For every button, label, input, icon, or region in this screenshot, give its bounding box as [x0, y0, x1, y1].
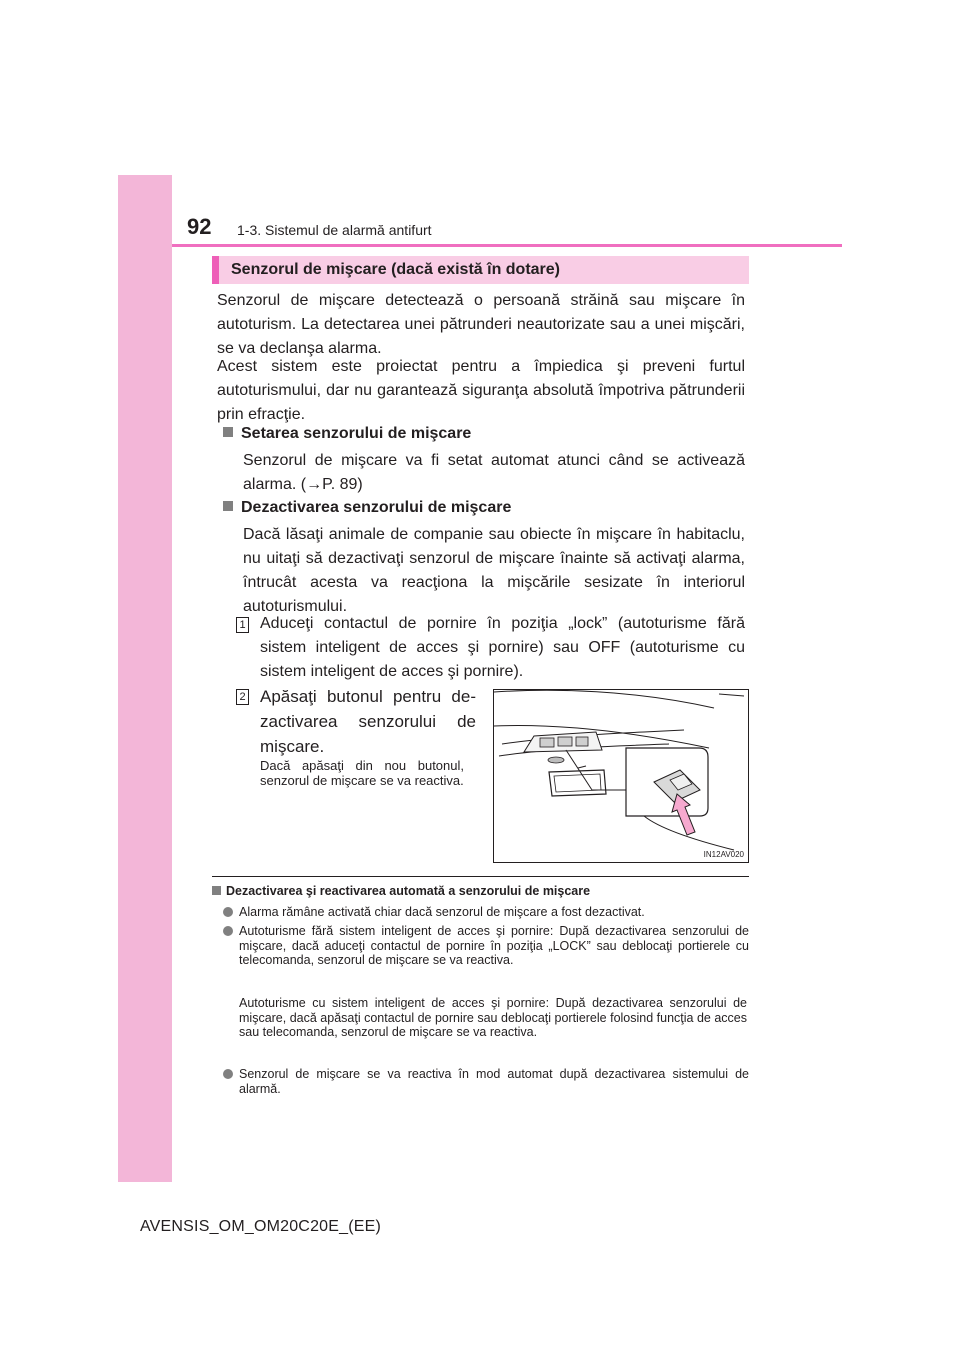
overhead-console-illustration — [494, 690, 748, 862]
deactivation-heading — [223, 499, 511, 517]
header-rule — [172, 244, 842, 247]
auto-item-2-continuation: Autoturisme cu sistem inteligent de acces şi pornire: După dezactivarea senzorului de mişcare, dacă apăsaţi contactul de pornire sau deblocaţi portierele folosind funcţia de acces sau telecomanda, senzorul de mişcare se va reactiva. — [239, 996, 747, 1039]
square-bullet-icon — [223, 427, 233, 437]
auto-item-2 — [223, 924, 749, 968]
setting-heading-text: Setarea senzorului de mişcare — [241, 425, 472, 442]
page-number: 92 — [187, 214, 212, 239]
square-bullet-icon — [223, 501, 233, 511]
step-1-badge: 1 — [236, 617, 249, 633]
auto-item-3 — [223, 1067, 749, 1096]
step-2-text: Apăsaţi butonul pentru de-zactivarea senzorului de mişcare. — [260, 687, 476, 756]
side-tab-band — [118, 175, 172, 1182]
subheading-text: Senzorul de mişcare (dacă există în dotare) — [231, 261, 561, 278]
motion-sensor-figure — [493, 689, 749, 863]
setting-paragraph: Senzorul de mişcare va fi setat automat atunci când se activează alarma. (→P. 89) — [243, 452, 745, 493]
section-divider — [212, 876, 749, 877]
figure-code: IN12AV020 — [703, 850, 744, 859]
circle-bullet-icon — [223, 1069, 233, 1079]
deactivation-heading-text: Dezactivarea senzorului de mişcare — [241, 499, 512, 516]
document-footer: AVENSIS_OM_OM20C20E_(EE) — [140, 1218, 382, 1235]
step-2-note: Dacă apăsaţi din nou butonul, senzorul de mişcare se va reactiva. — [260, 758, 464, 788]
auto-item-1-text: Alarma rămâne activată chiar dacă senzorul de mişcare a fost dezactivat. — [239, 905, 645, 919]
circle-bullet-icon — [223, 926, 233, 936]
auto-item-2-text: Autoturisme fără sistem inteligent de acces şi pornire: După dezactivarea senzorului de mişcare, dacă aduceţi contactul de pornire în poziţia „LOCK” sau deblocaţi portierele cu telecomanda, senzorul de mişcare se va reactiva. — [239, 924, 749, 967]
step-1-text: Aduceţi contactul de pornire în poziţia „lock” (autoturisme fără sistem inteligent de acces şi pornire) sau OFF (autoturisme cu sistem inteligent de acces şi pornire). — [260, 615, 745, 680]
auto-heading — [212, 884, 590, 898]
auto-heading-text: Dezactivarea şi reactivarea automată a senzorului de mişcare — [226, 884, 591, 898]
square-bullet-icon — [212, 886, 221, 895]
deactivation-paragraph: Dacă lăsaţi animale de companie sau obiecte în mişcare în habitaclu, nu uitaţi să dezactivaţi senzorul de mişcare înainte să activaţi alarma, întrucât acesta va reacţiona la mişcările sesizate în interiorul autoturismului. — [243, 526, 745, 615]
circle-bullet-icon — [223, 907, 233, 917]
setting-heading — [223, 425, 471, 443]
section-title: 1-3. Sistemul de alarmă antifurt — [237, 222, 432, 238]
intro-paragraph-1: Senzorul de mişcare detectează o persoană străină sau mişcare în autoturism. La detectarea unei pătrunderi neautorizate sau a unei mişcări, se va declanşa alarma. — [217, 292, 745, 357]
step-2-badge: 2 — [236, 689, 249, 705]
intro-paragraph-2: Acest sistem este proiectat pentru a împiedica şi preveni furtul autoturismului, dar nu garantează siguranţa absolută împotriva pătrunderii prin efracţie. — [217, 358, 745, 423]
subheading-bar — [212, 256, 749, 284]
auto-item-1 — [223, 905, 749, 920]
auto-item-3-text: Senzorul de mişcare se va reactiva în mod automat după dezactivarea sistemului de alarmă. — [239, 1067, 749, 1096]
